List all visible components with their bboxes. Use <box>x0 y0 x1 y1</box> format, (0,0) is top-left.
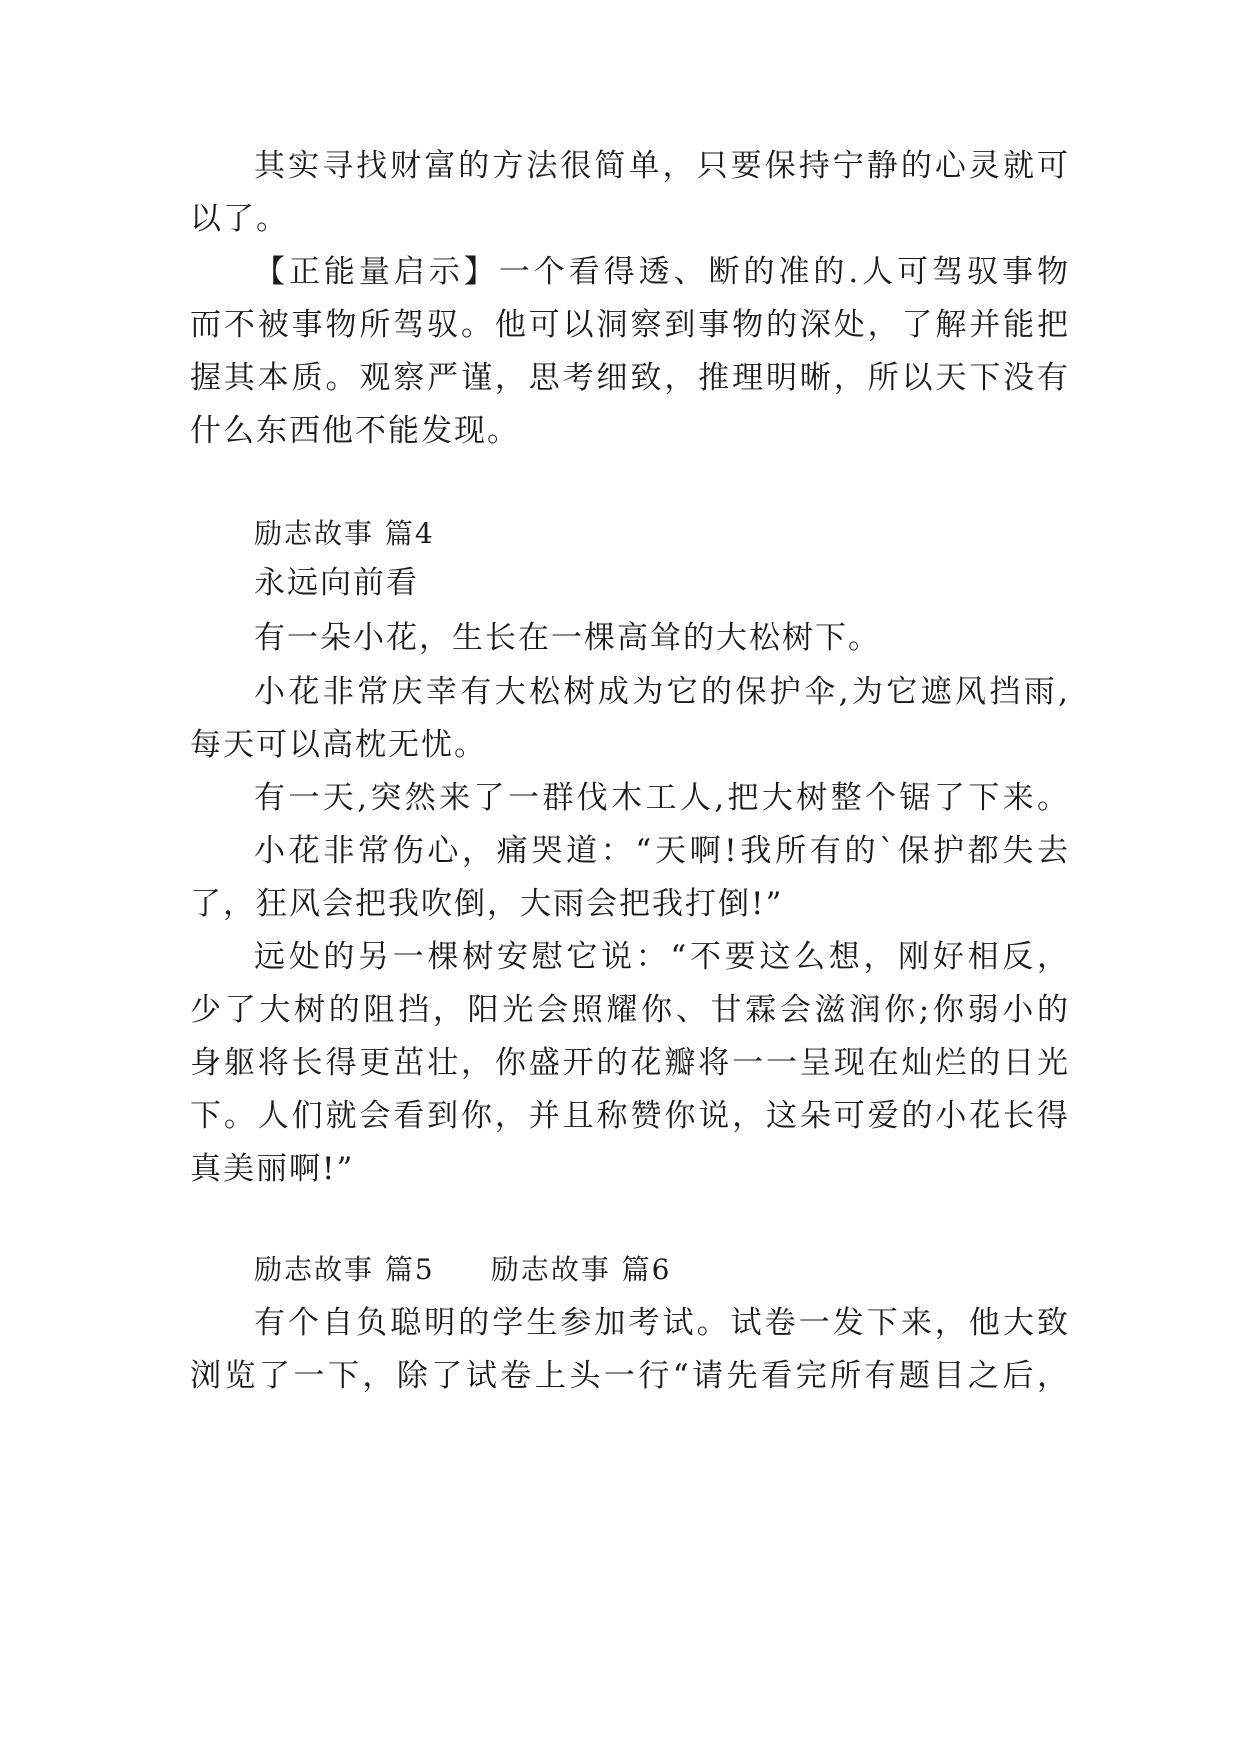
paragraph-line: 下。人们就会看到你，并且称赞你说，这朵可爱的小花长得 <box>190 1098 1070 1134</box>
section-heading-5: 励志故事 篇5 <box>254 1253 435 1286</box>
paragraph-line: 远处的另一棵树安慰它说：“不要这么想，刚好相反， <box>254 939 1070 975</box>
paragraph-line: 【正能量启示】一个看得透、断的准的.人可驾驭事物 <box>254 254 1070 290</box>
paragraph-line: 有一天,突然来了一群伐木工人,把大树整个锯了下来。 <box>254 780 1070 816</box>
paragraph-line: 了，狂风会把我吹倒，大雨会把我打倒!” <box>190 886 784 922</box>
section-heading <box>254 514 435 554</box>
paragraph-line: 有一朵小花，生长在一棵高耸的大松树下。 <box>254 620 881 656</box>
paragraph-line: 什么东西他不能发现。 <box>190 413 520 449</box>
paragraph-line: 身躯将长得更茁壮，你盛开的花瓣将一一呈现在灿烂的日光 <box>190 1045 1070 1081</box>
paragraph-line: 而不被事物所驾驭。他可以洞察到事物的深处，了解并能把 <box>190 307 1070 343</box>
paragraph-line: 少了大树的阻挡，阳光会照耀你、甘霖会滋润你;你弱小的 <box>190 992 1070 1028</box>
paragraph-line: 小花非常伤心，痛哭道：“天啊!我所有的`保护都失去 <box>254 833 1070 869</box>
section-heading-6: 励志故事 篇6 <box>490 1253 672 1286</box>
paragraph-line: 有个自负聪明的学生参加考试。试卷一发下来，他大致 <box>254 1305 1070 1341</box>
paragraph-line: 握其本质。观察严谨，思考细致，推理明晰，所以天下没有 <box>190 360 1070 396</box>
paragraph-line: 以了。 <box>190 201 289 237</box>
paragraph-line: 其实寻找财富的方法很简单，只要保持宁静的心灵就可 <box>254 148 1070 184</box>
paragraph-line: 真美丽啊!” <box>190 1151 355 1187</box>
paragraph-line: 浏览了一下，除了试卷上头一行“请先看完所有题目之后， <box>190 1358 1070 1394</box>
paragraph-line: 每天可以高枕无忧。 <box>190 727 487 763</box>
story-title: 永远向前看 <box>254 565 419 601</box>
section-heading-4: 励志故事 篇4 <box>254 517 435 550</box>
paragraph-line: 小花非常庆幸有大松树成为它的保护伞,为它遮风挡雨, <box>254 674 1070 710</box>
section-heading-row <box>254 1250 671 1290</box>
